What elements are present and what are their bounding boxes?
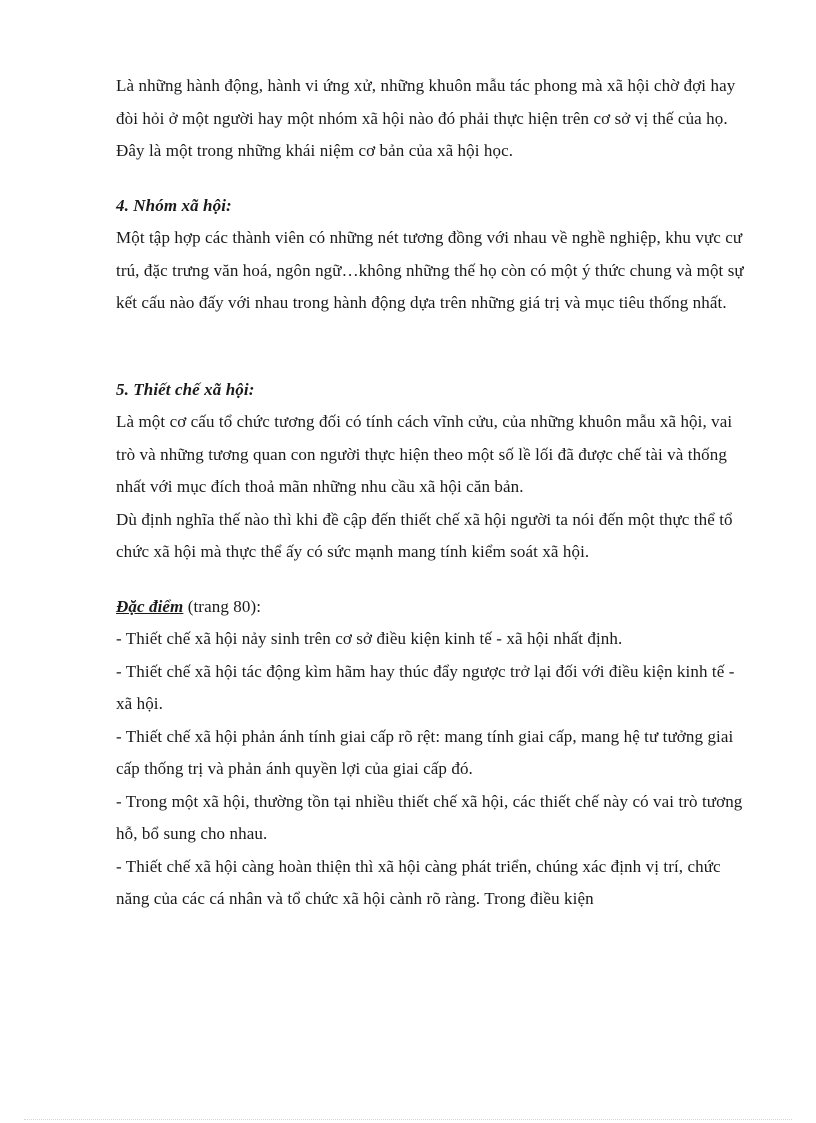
feature-item: - Thiết chế xã hội phản ánh tính giai cấp rõ rệt: mang tính giai cấp, mang hệ tư tưởng giai cấp thống trị và phản ánh quyền lợi của giai cấp đó. [116,726,734,778]
feature-item: - Thiết chế xã hội nảy sinh trên cơ sở điều kiện kinh tế - xã hội nhất định. [116,629,623,648]
spacer [116,320,746,374]
institution-paragraph: Là một cơ cấu tổ chức tương đối có tính cách vĩnh cửu, của những khuôn mẫu xã hội, vai trò và những tương quan con người thực hiện theo một số lề lối đã được chế tài và thống nhất với mục đích thoả mãn những nhu cầu xã hội căn bản. [116,412,733,496]
features-label: Đặc điểm [116,596,184,616]
group-paragraph: Một tập hợp các thành viên có những nét tương đồng với nhau về nghề nghiệp, khu vực cư trú, đặc trưng văn hoá, ngôn ngữ…không những thế họ còn có một ý thức chung và một sự kết cấu nào đấy với nhau trong hành động dựa trên những giá trị và mục tiêu thống nhất. [116,228,744,312]
institution-paragraph-2: Dù định nghĩa thế nào thì khi đề cập đến thiết chế xã hội người ta nói đến một thực thể tổ chức xã hội mà thực thể ấy có sức mạnh mang tính kiểm soát xã hội. [116,509,733,561]
features-label-suffix: (trang 80): [183,596,262,616]
feature-item: - Thiết chế xã hội càng hoàn thiện thì xã hội càng phát triển, chúng xác định vị trí, chức năng của các cá nhân và tổ chức xã hội cành rõ ràng. Trong điều kiện [116,856,721,908]
section-heading-institution: 5. Thiết chế xã hội: [116,379,255,399]
section-heading-group: 4. Nhóm xã hội: [116,195,232,215]
document-page [116,70,746,916]
intro-paragraph: Là những hành động, hành vi ứng xử, những khuôn mẫu tác phong mà xã hội chờ đợi hay đòi hỏi ở một người hay một nhóm xã hội nào đó phải thực hiện trên cơ sở vị thế của họ. Đây là một trong những khái niệm cơ bản của xã hội học. [116,76,736,160]
spacer [116,168,746,190]
feature-item: - Thiết chế xã hội tác động kìm hãm hay thúc đẩy ngược trở lại đối với điều kiện kinh tế - xã hội. [116,661,735,713]
spacer [116,569,746,591]
feature-item: - Trong một xã hội, thường tồn tại nhiều thiết chế xã hội, các thiết chế này có vai trò tương hỗ, bổ sung cho nhau. [116,791,743,843]
page-bottom-divider [24,1119,792,1120]
features-heading-line [116,591,746,624]
